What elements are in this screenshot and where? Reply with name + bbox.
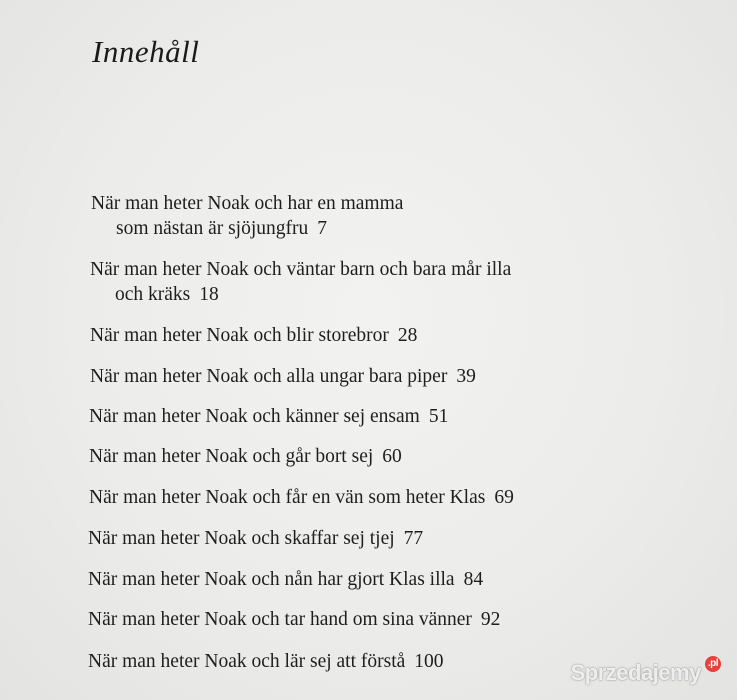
toc-entry	[90, 364, 476, 389]
toc-entry	[88, 607, 500, 632]
toc-entry-title-continued: och kräks 18	[115, 284, 219, 305]
toc-entry	[90, 257, 511, 307]
toc-entry	[89, 485, 514, 510]
page-title: Innehåll	[92, 34, 200, 69]
toc-page-number: 77	[403, 528, 424, 549]
toc-entry-title: När man heter Noak och skaffar sej tjej	[88, 528, 395, 549]
toc-page-number: 7	[317, 218, 328, 239]
toc-page-number: 92	[480, 609, 501, 630]
toc-page-number: 69	[494, 487, 514, 508]
watermark-logo	[571, 660, 721, 686]
toc-entry-title: När man heter Noak och lär sej att förstå	[88, 651, 406, 672]
toc-entry-title: När man heter Noak och väntar barn och bara mår illa	[90, 259, 512, 280]
toc-entry	[89, 444, 402, 469]
toc-entry	[88, 567, 483, 592]
toc-entry-title: När man heter Noak och har en mamma	[91, 193, 404, 214]
toc-entry	[89, 404, 448, 429]
toc-page-number: 18	[199, 284, 219, 305]
toc-entry	[88, 649, 444, 674]
toc-page-number: 84	[463, 569, 484, 590]
watermark-badge: .pl	[705, 656, 721, 672]
toc-entry-title: När man heter Noak och känner sej ensam	[89, 406, 420, 427]
toc-entry-title: När man heter Noak och nån har gjort Klas illa	[88, 569, 455, 590]
toc-entry	[88, 526, 423, 551]
toc-entry-title: När man heter Noak och får en vän som heter Klas	[89, 487, 486, 508]
toc-entry-title: När man heter Noak och blir storebror	[90, 325, 389, 346]
toc-entry	[90, 323, 417, 348]
toc-entry-title-continued: som nästan är sjöjungfru 7	[116, 218, 328, 239]
toc-page-number: 100	[414, 651, 444, 672]
toc-entry-title: När man heter Noak och tar hand om sina vänner	[88, 609, 472, 630]
toc-entry-title: När man heter Noak och alla ungar bara piper	[90, 366, 448, 387]
toc-page-number: 28	[397, 325, 418, 346]
toc-entry-title: När man heter Noak och går bort sej	[89, 446, 374, 467]
toc-page-number: 51	[428, 406, 449, 427]
watermark-text: Sprzedajemy	[570, 660, 701, 685]
toc-page-number: 60	[382, 446, 402, 467]
toc-entry	[91, 191, 403, 241]
toc-page-number: 39	[456, 366, 476, 387]
